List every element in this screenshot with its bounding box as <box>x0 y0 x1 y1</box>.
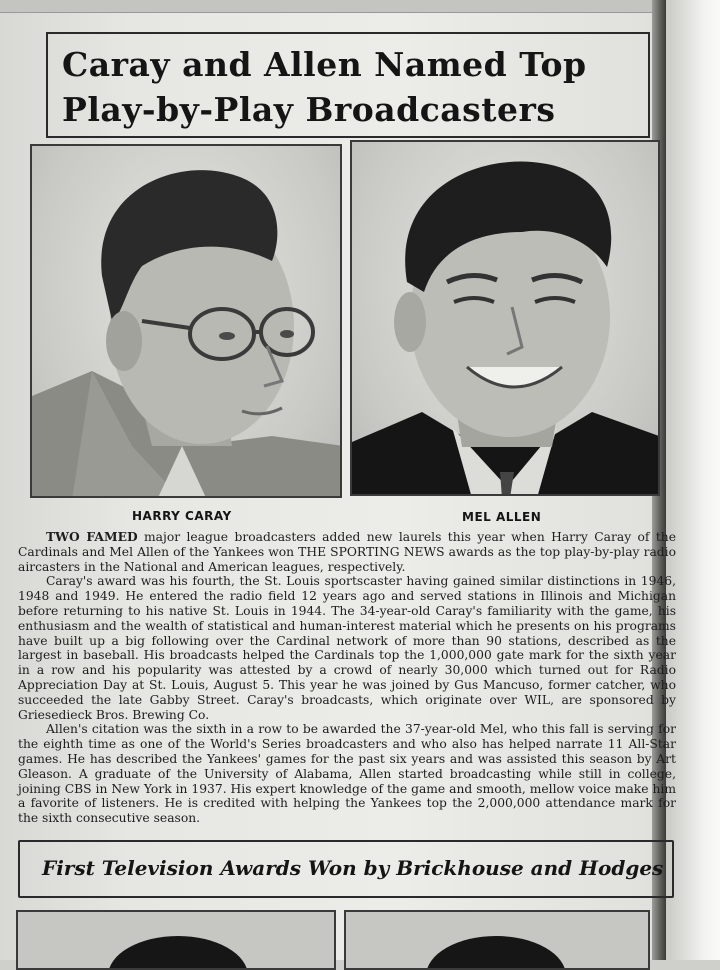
headline-box <box>46 32 650 138</box>
next-photo-left <box>16 910 336 970</box>
headline <box>48 34 648 132</box>
article-paragraph-1 <box>18 530 676 574</box>
article-body <box>18 530 676 826</box>
next-photo-right <box>344 910 650 970</box>
subhead-box <box>18 840 674 898</box>
photo-harry-caray <box>30 144 342 498</box>
article-lead-in: TWO FAMED <box>46 529 138 544</box>
headline-line-2: Play-by-Play Broadcasters <box>62 90 556 129</box>
caption-harry-caray: HARRY CARAY <box>132 509 232 523</box>
photo-mel-allen <box>350 140 660 496</box>
article-paragraph-2: Caray's award was his fourth, the St. Louis sportscaster having gained similar distinctions in 1946, 1948 and 1949. He entered the radio field 12 years ago and served stations in Illinois and Michigan before returning to his native St. Louis in 1944. The 34-year-old Caray's familiarity with the game, his enthusiasm and the wealth of statistical and human-interest material which he presents on his programs have built up a big following over the Cardinal network of more than 90 stations, described as the largest in baseball. His broadcasts helped the Cardinals top the 1,000,000 gate mark for the sixth year in a row and his popularity was attested by a crowd of nearly 30,000 which turned out for Radio Appreciation Day at St. Louis, August 5. This year he was joined by Gus Mancuso, former catcher, who succeeded the late Gabby Street. Caray's broadcasts, which originate over WIL, are sponsored by Griesedieck Bros. Brewing Co. <box>18 574 676 722</box>
article-paragraph-1-text: major league broadcasters added new laurels this year when Harry Caray of the Cardinals and Mel Allen of the Yankees won THE SPORTING NEWS awards as the top play-by-play radio aircasters in the National and American leagues, respectively. <box>18 530 676 574</box>
caption-mel-allen: MEL ALLEN <box>462 510 542 524</box>
harry-caray-portrait-image <box>32 146 342 498</box>
headline-line-1: Caray and Allen Named Top <box>62 45 587 84</box>
article-paragraph-3: Allen's citation was the sixth in a row to be awarded the 37-year-old Mel, who this fall is serving for the eighth time as one of the World's Series broadcasters and who also has helped narrate 11 All-Star games. He has described the Yankees' games for the past six years and was assisted this season by Art Gleason. A graduate of the University of Alabama, Allen started broadcasting while still in college, joining CBS in New York in 1937. His expert knowledge of the game and smooth, mellow voice make him a favorite of listeners. He is credited with helping the Yankees top the 2,000,000 attendance mark for the sixth consecutive season. <box>18 722 676 826</box>
mel-allen-portrait-image <box>352 142 660 496</box>
page-top-strip <box>0 0 660 13</box>
next-photo-left-subject <box>108 936 248 970</box>
next-photo-right-subject <box>426 936 566 970</box>
subhead: First Television Awards Won by Brickhouse and Hodges <box>42 856 664 880</box>
